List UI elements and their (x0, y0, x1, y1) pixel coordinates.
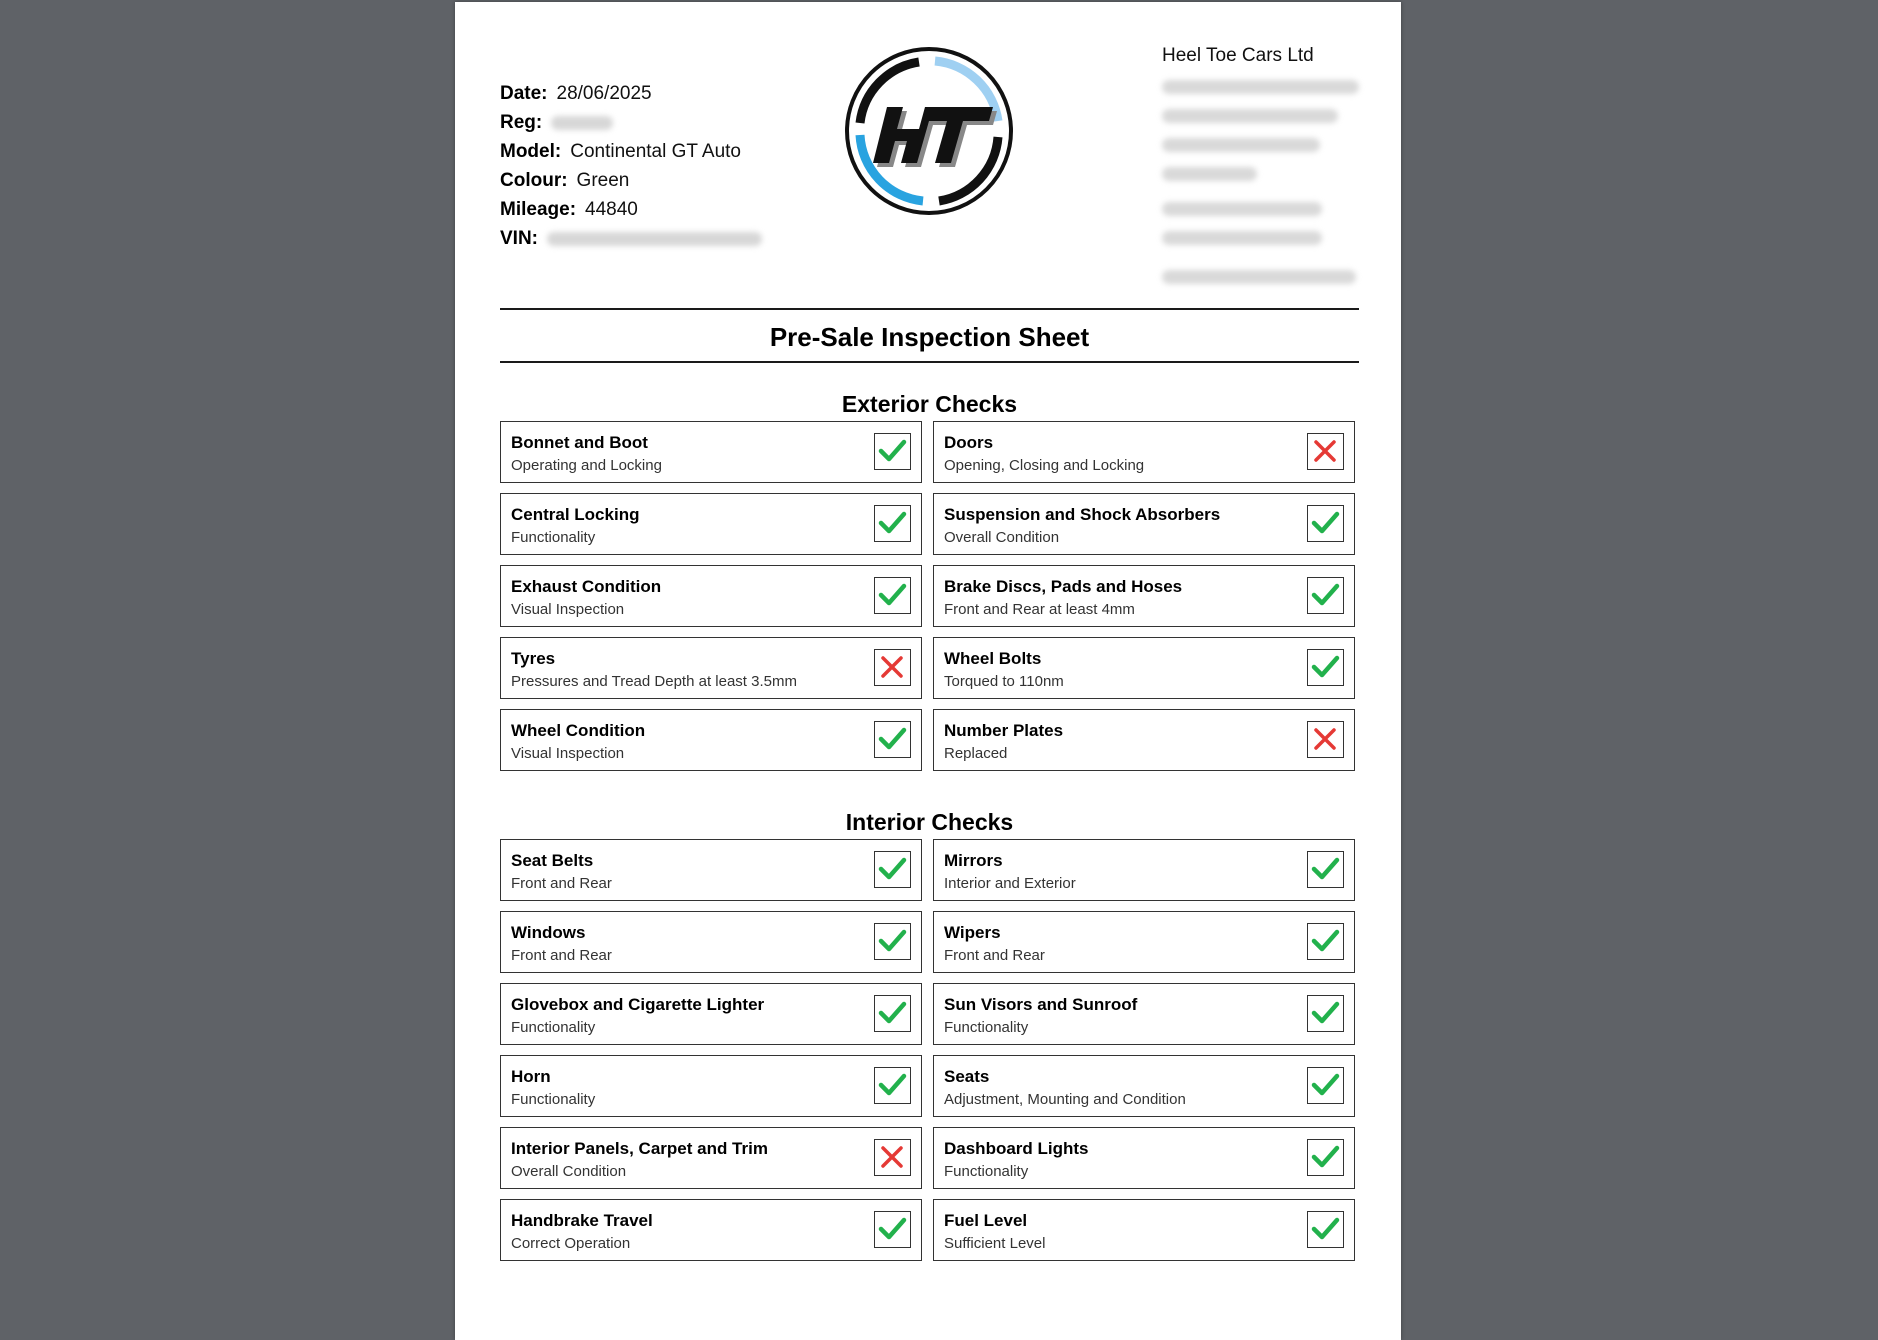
check-subtitle: Adjustment, Mounting and Condition (944, 1091, 1186, 1108)
check-subtitle: Torqued to 110nm (944, 673, 1064, 690)
check-item (933, 839, 1355, 901)
ht-logo-icon (843, 45, 1015, 217)
info-label: Reg: (500, 112, 543, 133)
check-title: Number Plates (944, 721, 1064, 740)
check-item (500, 1199, 922, 1261)
info-label: Colour: (500, 170, 568, 191)
check-item (933, 637, 1355, 699)
checkmark-icon[interactable] (874, 1211, 911, 1248)
check-title: Brake Discs, Pads and Hoses (944, 577, 1183, 596)
info-label: Mileage: (500, 199, 577, 220)
check-subtitle: Front and Rear (944, 947, 1045, 964)
check-item (933, 709, 1355, 771)
cross-icon[interactable] (874, 1139, 911, 1176)
checkmark-icon[interactable] (874, 433, 911, 470)
checkmark-icon[interactable] (1307, 505, 1344, 542)
checkmark-icon[interactable] (1307, 923, 1344, 960)
redacted-address-line (1162, 80, 1359, 94)
check-title: Dashboard Lights (944, 1139, 1089, 1158)
check-title: Seat Belts (511, 851, 594, 870)
company-name: Heel Toe Cars Ltd (1162, 45, 1314, 66)
check-item (933, 983, 1355, 1045)
check-subtitle: Front and Rear at least 4mm (944, 601, 1135, 618)
check-item (933, 1055, 1355, 1117)
info-value: Continental GT Auto (570, 141, 741, 162)
check-title: Central Locking (511, 505, 640, 524)
checkmark-icon[interactable] (1307, 851, 1344, 888)
check-item (500, 839, 922, 901)
info-mileage (500, 198, 638, 222)
check-item (500, 421, 922, 483)
check-subtitle: Functionality (511, 1019, 596, 1036)
check-subtitle: Overall Condition (944, 529, 1060, 546)
check-subtitle: Sufficient Level (944, 1235, 1046, 1252)
info-value: 28/06/2025 (556, 83, 652, 104)
info-reg (500, 111, 613, 135)
redacted-vat-number (1162, 270, 1356, 284)
section-title-exterior: Exterior Checks (841, 391, 1018, 417)
check-item (500, 709, 922, 771)
check-title: Windows (511, 923, 586, 942)
info-value: Green (576, 170, 630, 191)
info-label: Model: (500, 141, 562, 162)
redacted-value (547, 232, 762, 246)
check-title: Seats (944, 1067, 990, 1086)
checkmark-icon[interactable] (874, 923, 911, 960)
redacted-phone (1162, 202, 1322, 216)
exterior-checks-grid (500, 421, 1356, 771)
check-subtitle: Functionality (944, 1019, 1029, 1036)
check-title: Bonnet and Boot (511, 433, 648, 452)
check-item (933, 1199, 1355, 1261)
cross-icon[interactable] (1307, 721, 1344, 758)
check-title: Mirrors (944, 851, 1003, 870)
info-label: VIN: (500, 228, 538, 249)
check-subtitle: Replaced (944, 745, 1008, 762)
check-subtitle: Overall Condition (511, 1163, 627, 1180)
checkmark-icon[interactable] (1307, 577, 1344, 614)
checkmark-icon[interactable] (1307, 1139, 1344, 1176)
info-vin (500, 227, 762, 251)
cross-icon[interactable] (1307, 433, 1344, 470)
redacted-address-line (1162, 138, 1320, 152)
redacted-value (551, 116, 613, 130)
check-title: Wheel Bolts (944, 649, 1042, 668)
check-subtitle: Front and Rear (511, 947, 612, 964)
checkmark-icon[interactable] (1307, 1067, 1344, 1104)
check-item (500, 637, 922, 699)
check-subtitle: Correct Operation (511, 1235, 631, 1252)
check-item (500, 565, 922, 627)
checkmark-icon[interactable] (1307, 1211, 1344, 1248)
check-title: Fuel Level (944, 1211, 1028, 1230)
company-details (1162, 44, 1314, 68)
section-title-interior: Interior Checks (845, 809, 1014, 835)
company-logo (843, 45, 1015, 217)
info-value: 44840 (585, 199, 638, 220)
check-title: Tyres (511, 649, 556, 668)
check-subtitle: Front and Rear (511, 875, 612, 892)
check-title: Doors (944, 433, 994, 452)
checkmark-icon[interactable] (1307, 649, 1344, 686)
check-title: Horn (511, 1067, 551, 1086)
check-item (933, 565, 1355, 627)
sheet-title: Pre-Sale Inspection Sheet (769, 322, 1090, 352)
check-item (500, 983, 922, 1045)
check-item (500, 1127, 922, 1189)
info-label: Date: (500, 83, 548, 104)
check-title: Interior Panels, Carpet and Trim (511, 1139, 768, 1158)
check-subtitle: Functionality (511, 1091, 596, 1108)
check-item (500, 1055, 922, 1117)
check-title: Sun Visors and Sunroof (944, 995, 1138, 1014)
checkmark-icon[interactable] (874, 577, 911, 614)
check-subtitle: Functionality (511, 529, 596, 546)
check-title: Exhaust Condition (511, 577, 662, 596)
check-item (933, 911, 1355, 973)
check-item (933, 421, 1355, 483)
interior-checks-grid (500, 839, 1356, 1261)
check-subtitle: Opening, Closing and Locking (944, 457, 1145, 474)
check-item (500, 911, 922, 973)
check-title: Wheel Condition (511, 721, 646, 740)
check-subtitle: Pressures and Tread Depth at least 3.5mm (511, 673, 797, 690)
check-item (933, 493, 1355, 555)
redacted-email (1162, 231, 1322, 245)
check-item (500, 493, 922, 555)
cross-icon[interactable] (874, 649, 911, 686)
check-subtitle: Visual Inspection (511, 745, 625, 762)
check-subtitle: Functionality (944, 1163, 1029, 1180)
checkmark-icon[interactable] (874, 995, 911, 1032)
info-colour (500, 169, 629, 193)
check-title: Handbrake Travel (511, 1211, 653, 1230)
redacted-address-line (1162, 167, 1257, 181)
inspection-sheet-page (455, 2, 1401, 1340)
divider-top (500, 308, 1359, 310)
check-title: Suspension and Shock Absorbers (944, 505, 1221, 524)
checkmark-icon[interactable] (1307, 995, 1344, 1032)
check-title: Glovebox and Cigarette Lighter (511, 995, 765, 1014)
checkmark-icon[interactable] (874, 721, 911, 758)
check-subtitle: Operating and Locking (511, 457, 662, 474)
checkmark-icon[interactable] (874, 505, 911, 542)
check-subtitle: Visual Inspection (511, 601, 625, 618)
check-item (933, 1127, 1355, 1189)
checkmark-icon[interactable] (874, 851, 911, 888)
info-date (500, 82, 652, 106)
info-model (500, 140, 741, 164)
redacted-address-line (1162, 109, 1338, 123)
check-subtitle: Interior and Exterior (944, 875, 1076, 892)
check-title: Wipers (944, 923, 1001, 942)
divider-bottom (500, 361, 1359, 363)
checkmark-icon[interactable] (874, 1067, 911, 1104)
